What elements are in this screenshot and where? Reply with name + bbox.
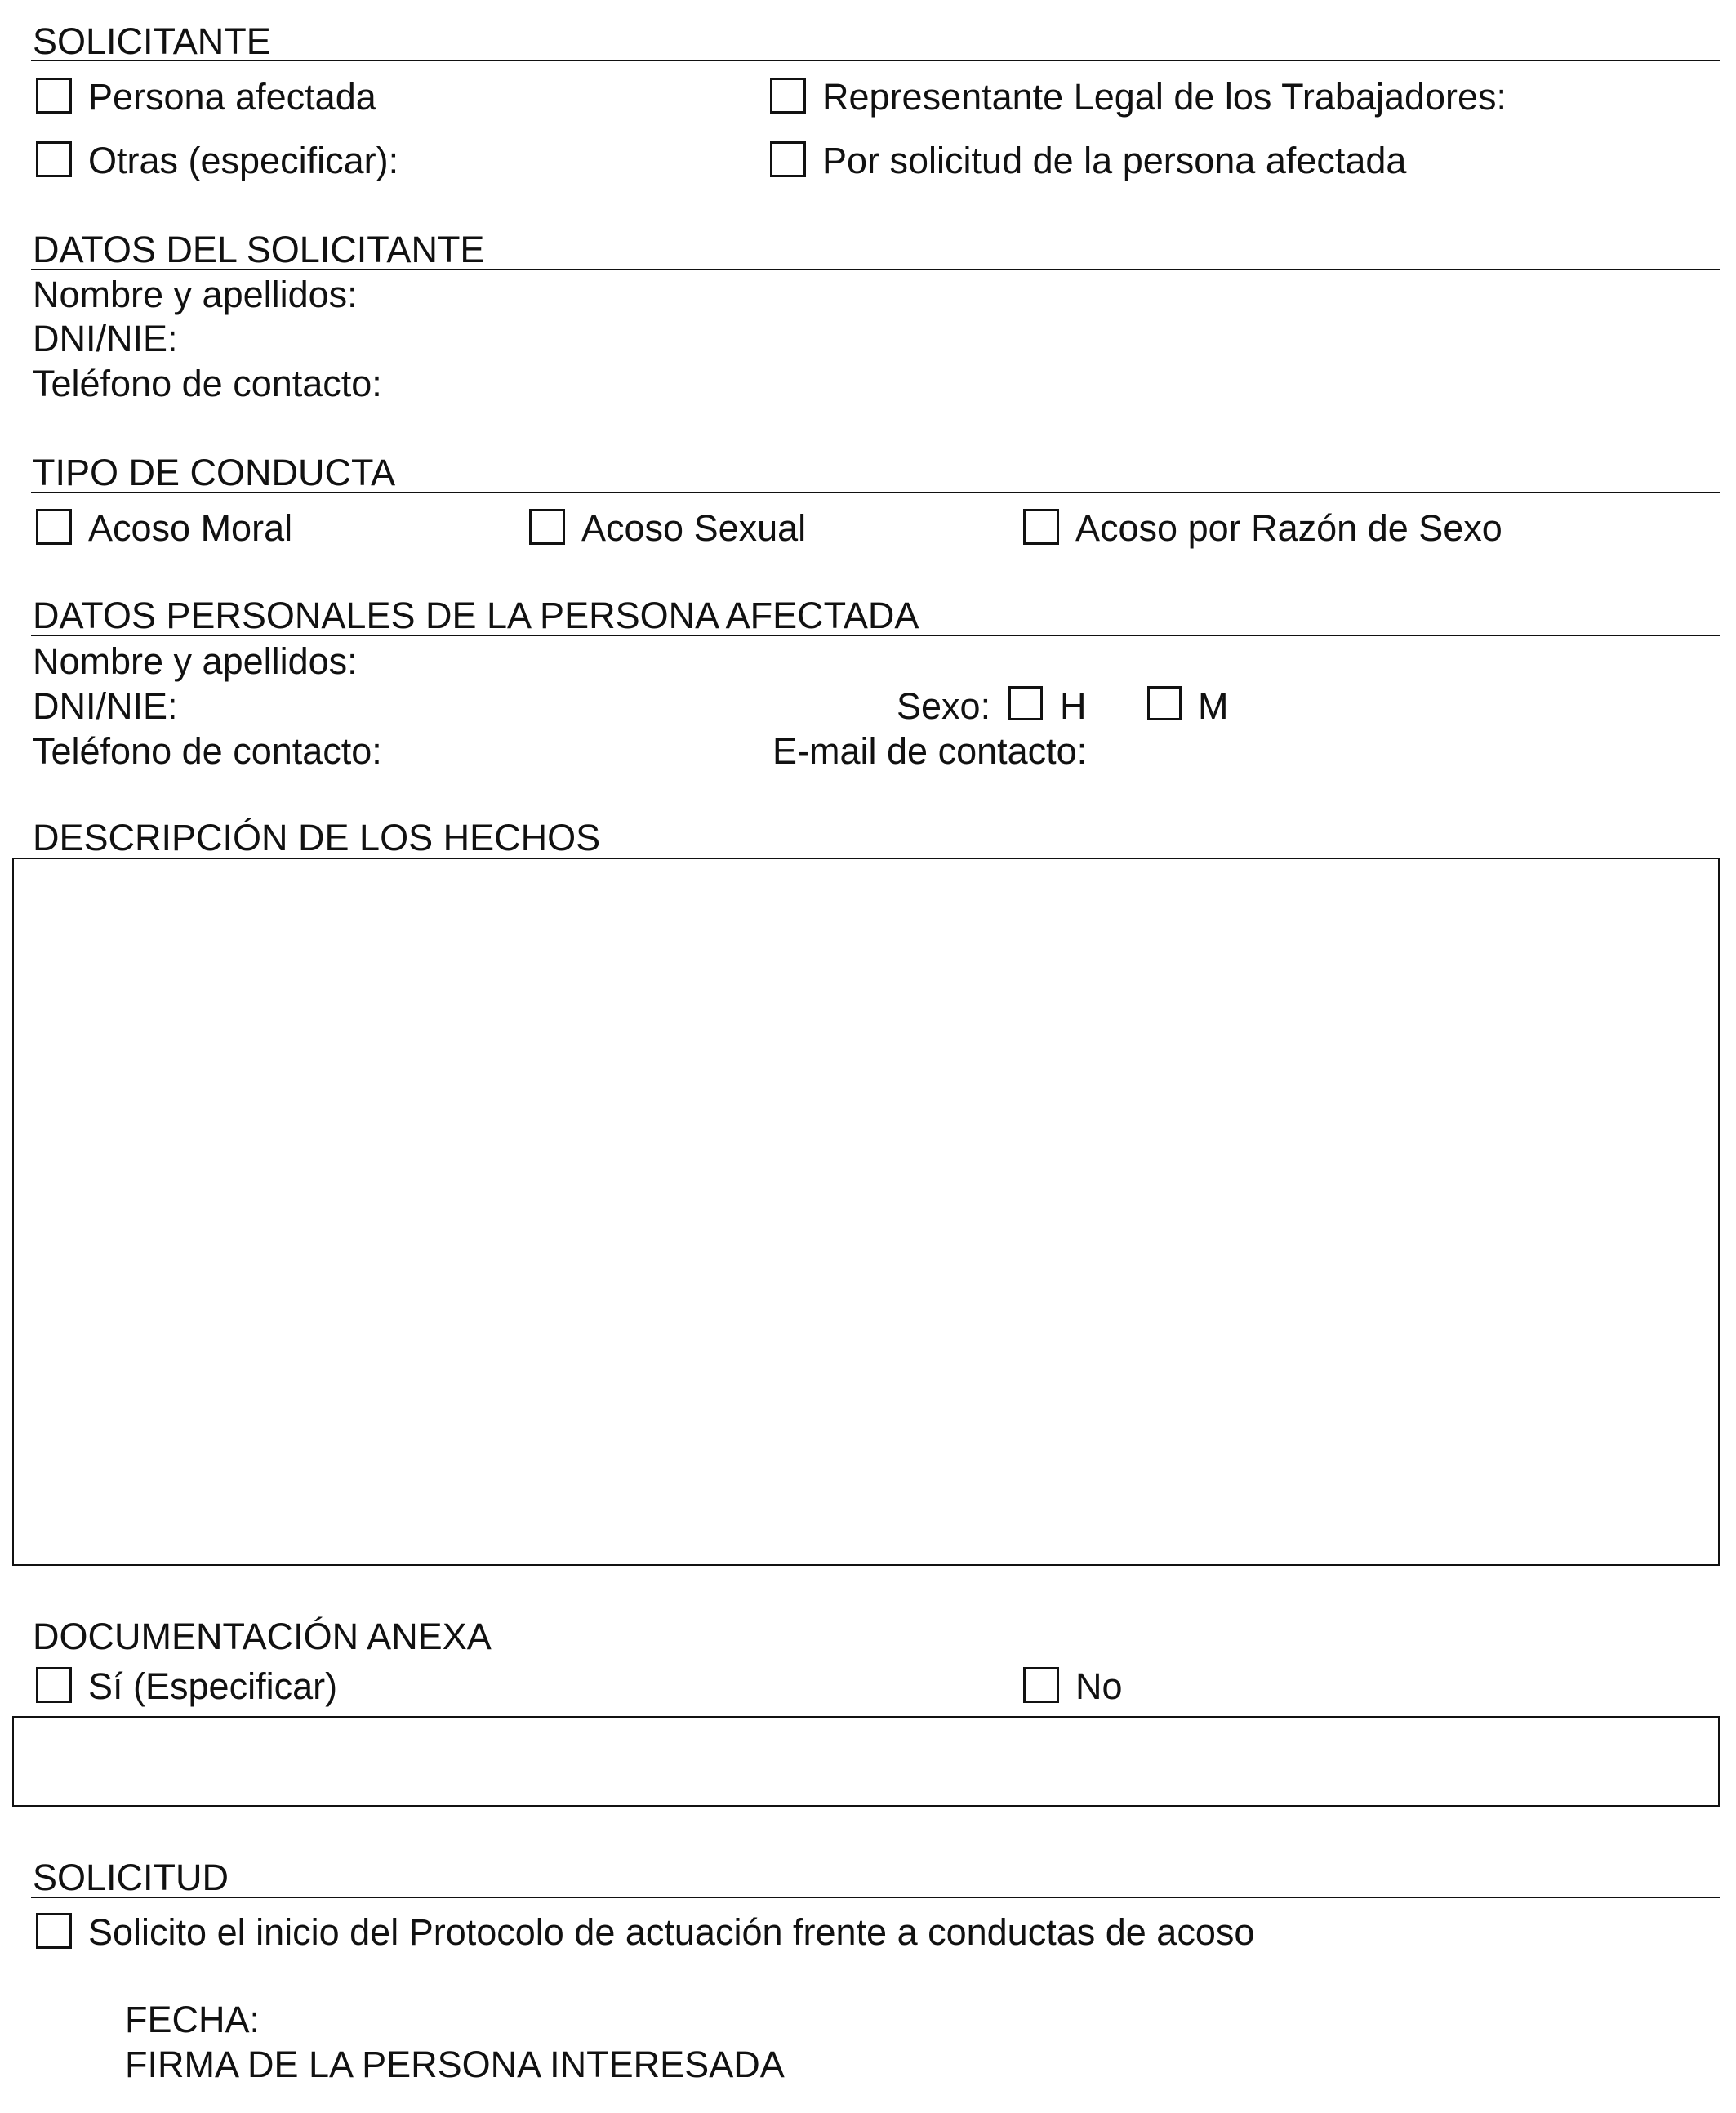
section-heading-descripcion: DESCRIPCIÓN DE LOS HECHOS	[33, 817, 601, 858]
field-telefono-solicitante[interactable]: Teléfono de contacto:	[33, 363, 382, 404]
checkbox-documentacion-si[interactable]	[36, 1667, 72, 1703]
section-rule	[31, 60, 1720, 61]
field-nombre-solicitante[interactable]: Nombre y apellidos:	[33, 274, 358, 315]
checkbox-acoso-razon-sexo[interactable]	[1023, 509, 1059, 545]
section-heading-solicitante: SOLICITANTE	[33, 20, 271, 62]
label-sexo: Sexo:	[897, 685, 991, 727]
section-heading-documentacion: DOCUMENTACIÓN ANEXA	[33, 1616, 492, 1657]
checkbox-solicito-inicio[interactable]	[36, 1913, 72, 1949]
label-documentacion-si: Sí (Especificar)	[88, 1665, 338, 1707]
checkbox-sexo-h[interactable]	[1008, 686, 1043, 720]
label-representante-legal: Representante Legal de los Trabajadores:	[822, 76, 1507, 118]
label-acoso-razon-sexo: Acoso por Razón de Sexo	[1075, 507, 1502, 549]
checkbox-documentacion-no[interactable]	[1023, 1667, 1059, 1703]
label-otras: Otras (especificar):	[88, 140, 399, 181]
field-dni-afectada[interactable]: DNI/NIE:	[33, 685, 178, 727]
checkbox-acoso-moral[interactable]	[36, 509, 72, 545]
label-sexo-h: H	[1060, 685, 1087, 727]
label-persona-afectada: Persona afectada	[88, 76, 376, 118]
field-email-afectada[interactable]: E-mail de contacto:	[772, 730, 1088, 772]
documentacion-specify-field[interactable]	[12, 1716, 1720, 1807]
checkbox-persona-afectada[interactable]	[36, 78, 72, 114]
section-heading-datos-solicitante: DATOS DEL SOLICITANTE	[33, 229, 485, 270]
field-dni-solicitante[interactable]: DNI/NIE:	[33, 318, 178, 359]
section-heading-datos-afectada: DATOS PERSONALES DE LA PERSONA AFECTADA	[33, 595, 919, 636]
checkbox-acoso-sexual[interactable]	[529, 509, 565, 545]
field-telefono-afectada[interactable]: Teléfono de contacto:	[33, 730, 382, 772]
field-nombre-afectada[interactable]: Nombre y apellidos:	[33, 640, 358, 682]
checkbox-sexo-m[interactable]	[1147, 686, 1182, 720]
checkbox-representante-legal[interactable]	[770, 78, 806, 114]
field-fecha[interactable]: FECHA:	[125, 1999, 260, 2040]
label-solicito-inicio: Solicito el inicio del Protocolo de actuación frente a conductas de acoso	[88, 1911, 1255, 1953]
descripcion-textarea[interactable]	[12, 858, 1720, 1566]
label-acoso-moral: Acoso Moral	[88, 507, 293, 549]
label-por-solicitud: Por solicitud de la persona afectada	[822, 140, 1407, 181]
checkbox-otras[interactable]	[36, 141, 72, 177]
section-rule	[31, 1897, 1720, 1898]
section-heading-solicitud: SOLICITUD	[33, 1857, 229, 1898]
label-documentacion-no: No	[1075, 1665, 1123, 1707]
label-acoso-sexual: Acoso Sexual	[581, 507, 807, 549]
checkbox-por-solicitud[interactable]	[770, 141, 806, 177]
section-heading-tipo-conducta: TIPO DE CONDUCTA	[33, 452, 396, 493]
section-rule	[31, 492, 1720, 493]
section-rule	[31, 635, 1720, 636]
field-firma[interactable]: FIRMA DE LA PERSONA INTERESADA	[125, 2044, 785, 2085]
section-rule	[31, 269, 1720, 270]
label-sexo-m: M	[1198, 685, 1229, 727]
